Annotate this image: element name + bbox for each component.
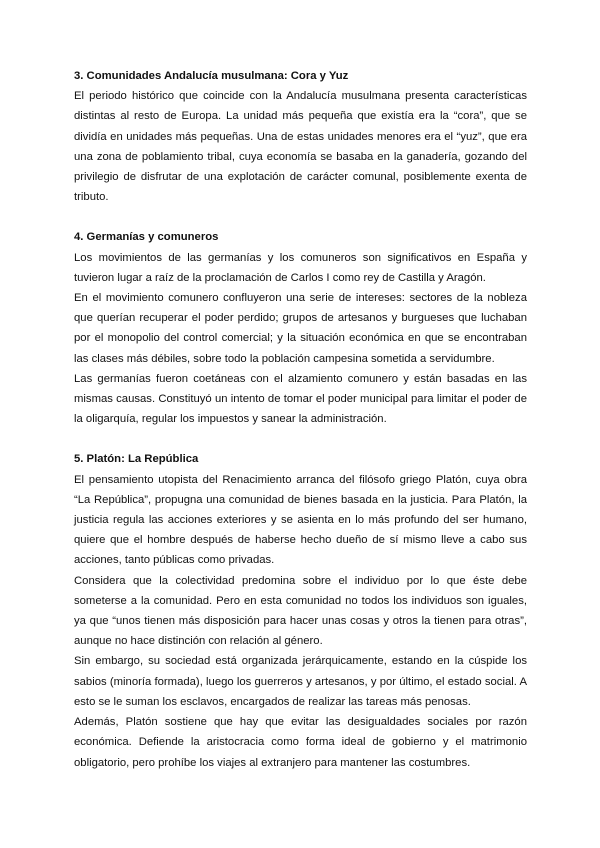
paragraph: En el movimiento comunero confluyeron una serie de intereses: sectores de la nobleza que querían recuperar el poder perdido; grupos de artesanos y burgueses que luchaban por el monopolio del control comercial; y la situación económica en que se encontraban las clases más débiles, sobre todo la población campesina sometida a servidumbre.	[74, 292, 527, 365]
paragraph: Sin embargo, su sociedad está organizada jerárquicamente, estando en la cúspide los sabios (minoría formada), luego los guerreros y artesanos, y por último, el estado social. A esto se le suman los esclavos, encargados de realizar las tareas más penosas.	[74, 655, 527, 708]
paragraph: Las germanías fueron coetáneas con el alzamiento comunero y están basadas en las mismas causas. Constituyó un intento de tomar el poder municipal para limitar el poder de la oligarquía, regular los impuestos y sanear la administración.	[74, 372, 527, 426]
document-page	[74, 66, 527, 773]
section-heading: 5. Platón: La República	[74, 453, 199, 466]
paragraph: Considera que la colectividad predomina sobre el individuo por lo que éste debe someterse a la comunidad. Pero en esta comunidad no todos los individuos son iguales, ya que “unos tienen más disposición para hacer unas cosas y otros la tienen para otras”, aunque no hace distinción con relación al género.	[74, 574, 527, 648]
paragraph: Los movimientos de las germanías y los comuneros son significativos en España y tuvieron lugar a raíz de la proclamación de Carlos I como rey de Castilla y Aragón.	[74, 251, 527, 284]
paragraph: El pensamiento utopista del Renacimiento arranca del filósofo griego Platón, cuya obra “La República”, propugna una comunidad de bienes basada en la justicia. Para Platón, la justicia regula las acciones exteriores y se asienta en lo más profundo del ser humano, quiere que el hombre después de haberse hecho dueño de sí mismo lleve a cabo sus acciones, tanto públicas como privadas.	[74, 473, 527, 567]
section-heading: 3. Comunidades Andalucía musulmana: Cora y Yuz	[74, 70, 349, 82]
paragraph: El periodo histórico que coincide con la Andalucía musulmana presenta características distintas al resto de Europa. La unidad más pequeña que existía era la “cora”, que se dividía en unidades más pequeñas. Una de estas unidades menores era el “yuz”, que era una zona de poblamiento tribal, cuya economía se basaba en la ganadería, gozando del privilegio de disfrutar de una explotación de carácter comunal, posiblemente exenta de tributo.	[74, 90, 527, 204]
section-platon	[74, 449, 527, 772]
section-germanias	[74, 227, 527, 429]
paragraph: Además, Platón sostiene que hay que evitar las desigualdades sociales por razón económica. Defiende la aristocracia como forma ideal de gobierno y el matrimonio obligatorio, pero prohíbe los viajes al extranjero para mantener las costumbres.	[74, 716, 527, 769]
section-heading: 4. Germanías y comuneros	[74, 231, 219, 244]
section-comunidades	[74, 66, 527, 207]
